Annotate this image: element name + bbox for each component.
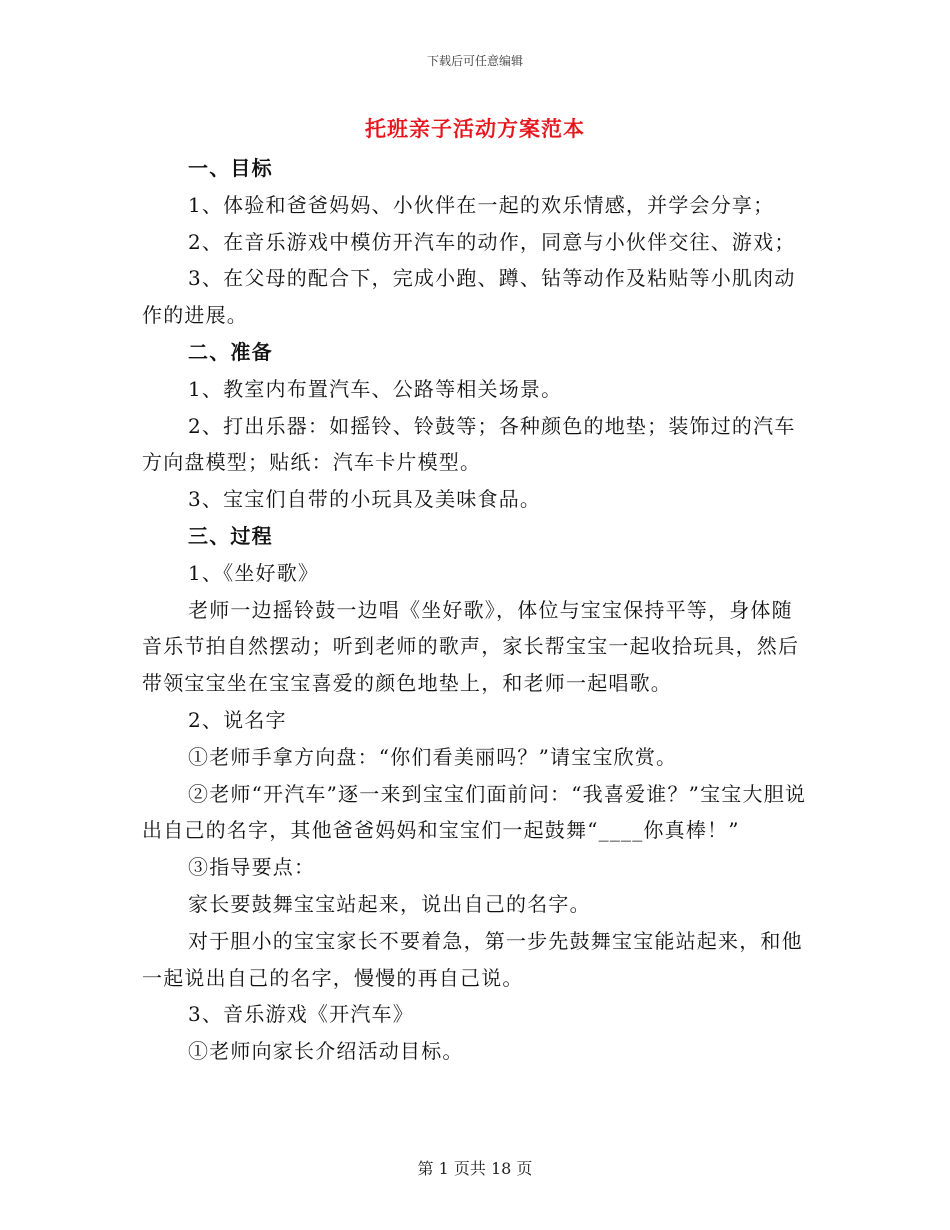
section-heading-process: 三、过程 xyxy=(188,523,273,548)
process-step-1-title: 1、《坐好歌》 xyxy=(188,560,320,585)
document-body xyxy=(142,150,810,1070)
goal-item-3: 3、在父母的配合下，完成小跑、蹲、钻等动作及粘贴等小肌肉动作的进展。 xyxy=(142,266,796,328)
preparation-item-2: 2、打出乐器：如摇铃、铃鼓等；各种颜色的地垫；装饰过的汽车方向盘模型；贴纸：汽车卡片模型。 xyxy=(142,413,796,475)
preparation-item-3: 3、宝宝们自带的小玩具及美味食品。 xyxy=(188,487,542,512)
process-step-2-sub-3: ③指导要点： xyxy=(188,855,316,880)
process-step-2-sub-1: ①老师手拿方向盘：“你们看美丽吗？”请宝宝欣赏。 xyxy=(188,744,678,769)
page-number-footer: 第 1 页共 18 页 xyxy=(417,1159,533,1178)
guidance-text-2: 对于胆小的宝宝家长不要着急，第一步先鼓舞宝宝能站起来，和他一起说出自己的名字，慢慢的再自己说。 xyxy=(142,928,803,990)
goal-item-2: 2、在音乐游戏中模仿开汽车的动作，同意与小伙伴交往、游戏； xyxy=(188,229,796,254)
section-heading-goals: 一、目标 xyxy=(188,156,273,180)
document-title: 托班亲子活动方案范本 xyxy=(365,116,585,141)
process-step-2-title: 2、说名字 xyxy=(188,707,287,732)
guidance-text-1: 家长要鼓舞宝宝站起来，说出自己的名字。 xyxy=(188,891,591,916)
process-step-2-sub-2: ②老师“开汽车”逐一来到宝宝们面前问：“我喜爱谁？”宝宝大胆说出自己的名字，其他爸爸妈妈和宝宝们一起鼓舞“____你真棒！” xyxy=(142,781,807,843)
process-step-1-text: 老师一边摇铃鼓一边唱《坐好歌》，体位与宝宝保持平等，身体随音乐节拍自然摆动；听到老师的歌声，家长帮宝宝一起收拾玩具，然后带领宝宝坐在宝宝喜爱的颜色地垫上，和老师一起唱歌。 xyxy=(142,597,800,696)
section-heading-preparation: 二、准备 xyxy=(188,339,273,364)
preparation-item-1: 1、教室内布置汽车、公路等相关场景。 xyxy=(188,376,563,401)
page-header-note: 下载后可任意编辑 xyxy=(426,54,523,68)
goal-item-1: 1、体验和爸爸妈妈、小伙伴在一起的欢乐情感，并学会分享； xyxy=(188,192,775,217)
process-step-3-title: 3、音乐游戏《开汽车》 xyxy=(188,1002,414,1027)
process-step-3-sub-1: ①老师向家长介绍活动目标。 xyxy=(188,1039,464,1064)
